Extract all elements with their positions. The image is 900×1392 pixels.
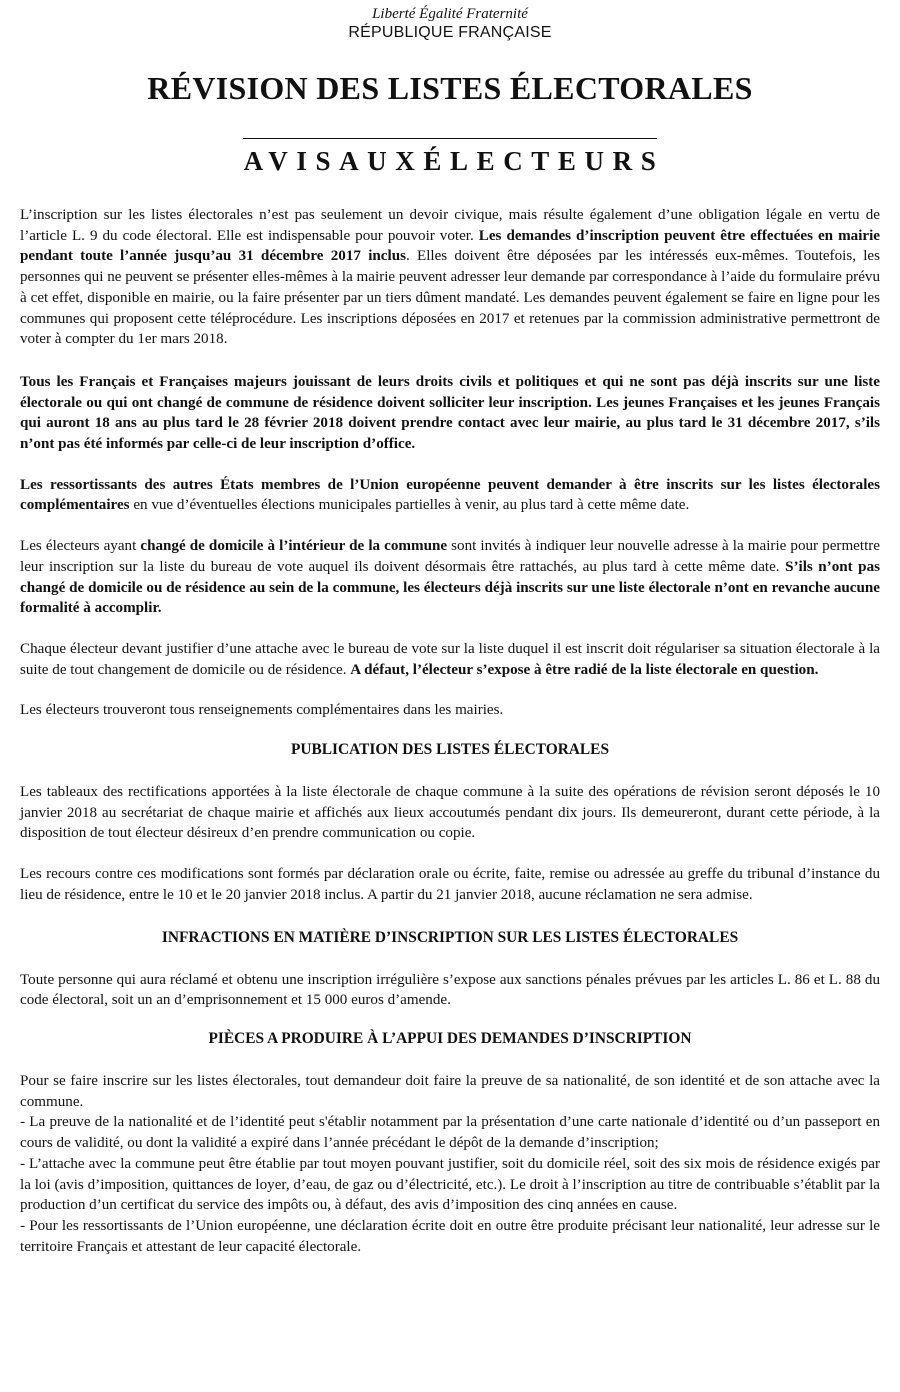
domicile-text-2: sont invités à indiquer leur nouvelle adresse à la mairie pour permettre leur inscription sur la liste du bureau de vote auquel ils doivent désormais être rattachés, au plus tard à cette même date. bbox=[20, 538, 880, 575]
intro-text-2: . Elles doivent être déposées par les intéressés eux-mêmes. Toutefois, les personnes qui ne peuvent se présenter elles-mêmes à la mairie peuvent adresser leur demande par correspondance à l’aide du formulaire prévu à cet effet, disponible en mairie, ou la faire présenter par un tiers dûment mandaté. Les demandes peuvent également se faire en ligne pour les communes qui proposent cette téléprocédure. Les inscriptions déposées en 2017 et retenues par la commission administrative permettront de voter à compter du 1er mars 2018. bbox=[20, 248, 880, 348]
intro-paragraph bbox=[20, 205, 880, 350]
majeurs-bold-text: Tous les Français et Françaises majeurs jouissant de leurs droits civils et politiques et qui ne sont pas déjà inscrits sur une liste électorale ou qui ont changé de commune de résidence doivent solliciter leur inscription. Les jeunes Françaises et les jeunes Français qui auront 18 ans au plus tard le 28 février 2018 doivent prendre contact avec leur mairie, au plus tard le 31 décembre 2017, s’ils n’ont pas été informés par celle-ci de leur inscription d’office. bbox=[20, 373, 880, 453]
republic-name: RÉPUBLIQUE FRANÇAISE bbox=[348, 24, 552, 41]
title-divider bbox=[243, 138, 657, 139]
domicile-paragraph bbox=[20, 536, 880, 619]
domicile-text-1: Les électeurs ayant bbox=[20, 538, 141, 555]
ue-bold-text: Les ressortissants des autres États membres de l’Union européenne peuvent demander à être inscrits sur les listes électorales complémentaires bbox=[20, 476, 880, 514]
ue-paragraph bbox=[20, 475, 880, 516]
ue-text: en vue d’éventuelles élections municipales partielles à venir, au plus tard à cette même date. bbox=[129, 497, 690, 514]
publication-paragraph-1: Les tableaux des rectifications apportées à la liste électorale de chaque commune à la suite des opérations de révision seront déposés le 10 janvier 2018 au secrétariat de chaque mairie et affichés aux lieux accoutumés pendant dix jours. Ils demeureront, durant cette période, à la disposition de tout électeur désireux d’en prendre communication ou copie. bbox=[20, 784, 880, 842]
majeurs-paragraph bbox=[20, 372, 880, 455]
domicile-bold-2: S’ils n’ont pas changé de domicile ou de résidence au sein de la commune, les électeurs déjà inscrits sur une liste électorale n’ont en revanche aucune formalité à accomplir. bbox=[20, 558, 880, 617]
pieces-heading: PIÈCES A PRODUIRE À L’APPUI DES DEMANDES D’INSCRIPTION bbox=[208, 1029, 692, 1047]
republic-motto: Liberté Égalité Fraternité bbox=[372, 6, 528, 22]
attache-bold: A défaut, l’électeur s’expose à être radié de la liste électorale en question. bbox=[350, 661, 819, 678]
intro-text-1: L’inscription sur les listes électorales n’est pas seulement un devoir civique, mais résulte également d’une obligation légale en vertu de l’article L. 9 du code électoral. Elle est indispensable pour pouvoir voter. bbox=[20, 207, 880, 244]
attache-paragraph bbox=[20, 639, 880, 680]
domicile-bold-1: changé de domicile à l’intérieur de la commune bbox=[140, 538, 448, 555]
pieces-item-ue: - Pour les ressortissants de l’Union européenne, une déclaration écrite doit en outre être produite précisant leur nationalité, leur adresse sur le territoire Français et attestant de leur capacité électorale. bbox=[20, 1217, 880, 1255]
pieces-item-attache: - L’attache avec la commune peut être établie par tout moyen pouvant justifier, soit du domicile réel, soit des six mois de résidence exigés par la loi (avis d’imposition, quittances de loyer, d’eau, de gaz ou d’électricité, etc.). Le droit à l’inscription au titre de contribuable s’établit par la production d’un certificat du service des impôts ou, à défaut, des avis d’imposition des cinq années en cause. bbox=[20, 1155, 880, 1214]
attache-text: Chaque électeur devant justifier d’une attache avec le bureau de vote sur la liste duquel il est inscrit doit régulariser sa situation électorale à la suite de tout changement de domicile ou de résidence. bbox=[20, 640, 880, 678]
publication-heading: PUBLICATION DES LISTES ÉLECTORALES bbox=[290, 741, 610, 759]
publication-paragraph-2: Les recours contre ces modifications sont formés par déclaration orale ou écrite, faite, remise ou adressée au greffe du tribunal d’instance du lieu de résidence, entre le 10 et le 20 janvier 2018 inclus. A partir du 21 janvier 2018, aucune réclamation ne sera admise. bbox=[20, 866, 880, 903]
pieces-paragraph: Pour se faire inscrire sur les listes électorales, tout demandeur doit faire la preuve de sa nationalité, de son identité et de son attache avec la commune. bbox=[20, 1072, 880, 1110]
intro-bold-deadline: Les demandes d’inscription peuvent être effectuées en mairie pendant toute l’année jusqu’au 31 décembre 2017 inclus bbox=[20, 227, 880, 265]
infractions-paragraph: Toute personne qui aura réclamé et obtenu une inscription irrégulière s’expose aux sanctions pénales prévues par les articles L. 86 et L. 88 du code électoral, soit un an d’emprisonnement et 15 000 euros d’amende. bbox=[20, 971, 880, 1009]
page-title: RÉVISION DES LISTES ÉLECTORALES bbox=[147, 70, 753, 106]
renseignements-paragraph: Les électeurs trouveront tous renseignements complémentaires dans les mairies. bbox=[20, 702, 504, 719]
infractions-heading: INFRACTIONS EN MATIÈRE D’INSCRIPTION SUR LES LISTES ÉLECTORALES bbox=[161, 928, 739, 946]
page-subtitle: AVISAUXÉLECTEURS bbox=[243, 146, 665, 176]
pieces-item-nationalite: - La preuve de la nationalité et de l’identité peut s'établir notamment par la présentation d’une carte nationale d’identité ou d’un passeport en cours de validité, ou dont la validité a expiré dans l’année précédant le dépôt de la demande d’inscription; bbox=[20, 1114, 880, 1152]
